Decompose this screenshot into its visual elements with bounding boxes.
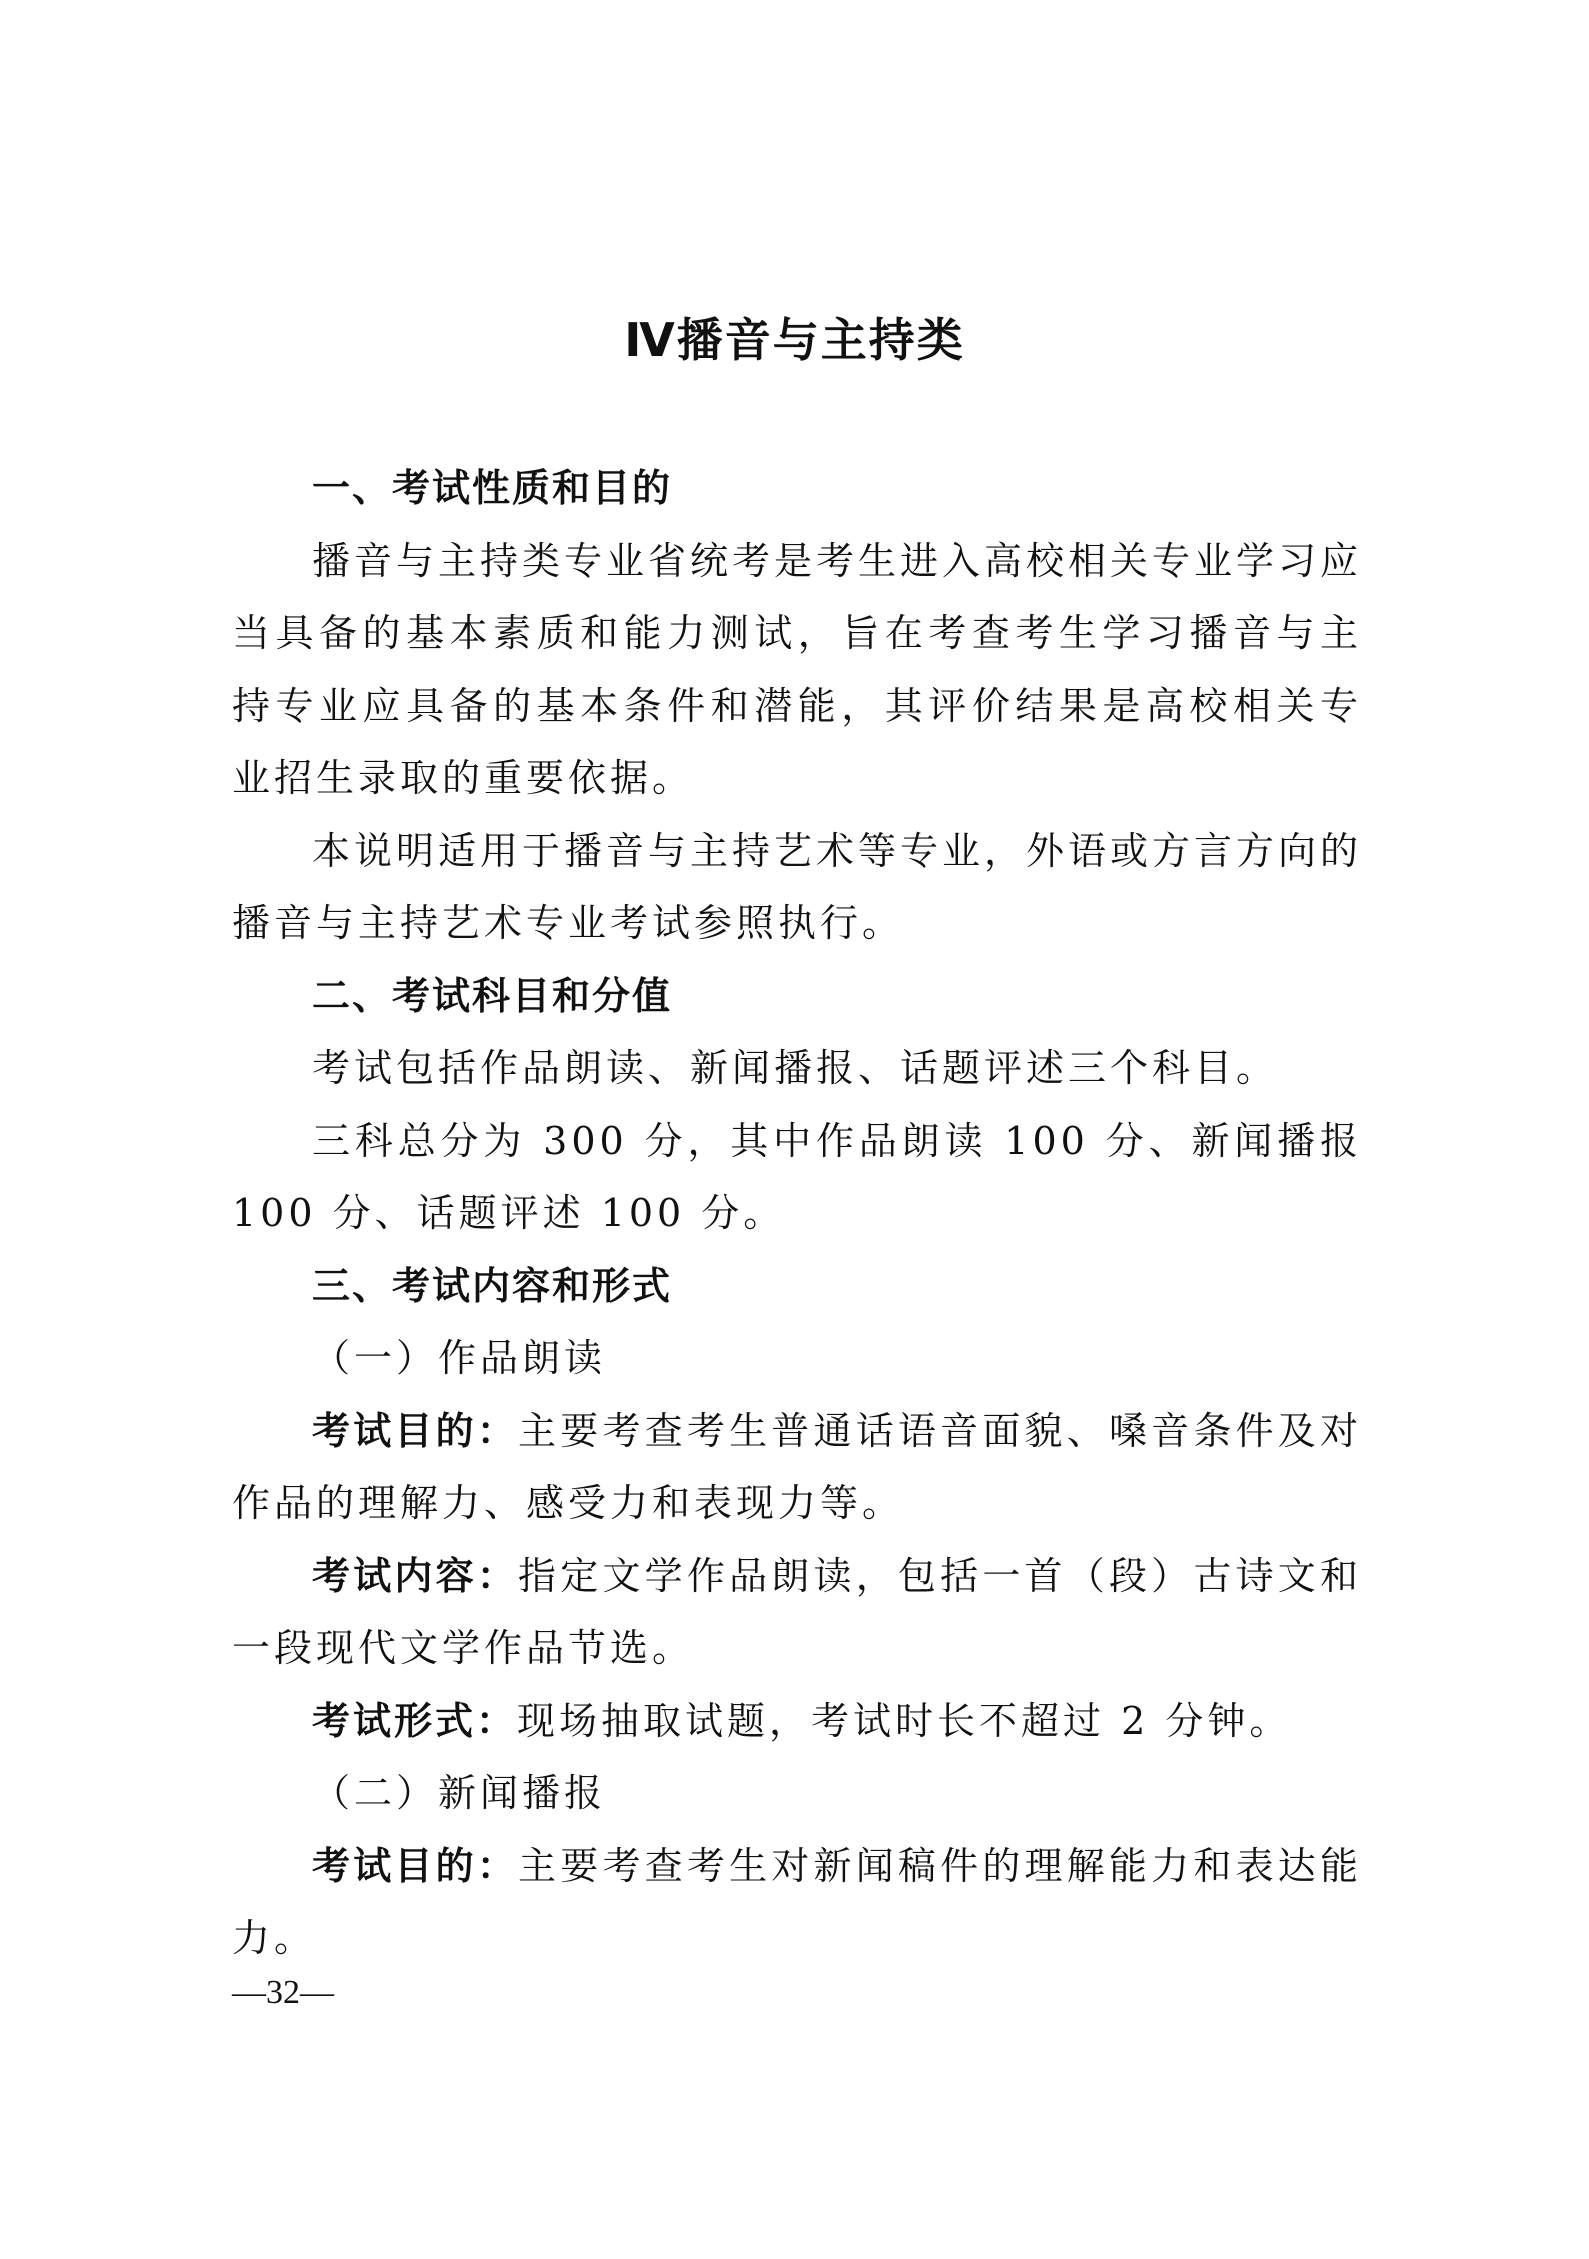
paragraph-news-purpose [232,1830,1362,1975]
label-reading-purpose: 考试目的： [312,1408,519,1453]
paragraph-reading-form [232,1685,1362,1758]
section-heading-content: 三、考试内容和形式 [312,1263,673,1308]
label-news-purpose: 考试目的： [312,1843,519,1888]
paragraph-reading-content [232,1540,1362,1685]
text-reading-content: 指定文学作品朗读，包括一首（段）古诗文和一段现代文学作品节选。 [232,1553,1362,1670]
paragraph-subjects-1: 考试包括作品朗读、新闻播报、话题评述三个科目。 [312,1046,1279,1090]
paragraph-purpose-2: 本说明适用于播音与主持艺术等专业，外语或方言方向的播音与主持艺术专业考试参照执行。 [232,828,1363,945]
text-reading-purpose: 主要考查考生普通话语音面貌、嗓音条件及对作品的理解力、感受力和表现力等。 [232,1408,1362,1525]
subsection-reading: （一）作品朗读 [312,1336,607,1380]
label-reading-form: 考试形式： [312,1698,518,1743]
text-reading-form: 现场抽取试题，考试时长不超过 2 分钟。 [517,1698,1292,1743]
section-heading-subjects: 二、考试科目和分值 [312,973,673,1018]
label-reading-content: 考试内容： [312,1553,519,1598]
paragraph-subjects-2: 三科总分为 300 分，其中作品朗读 100 分、新闻播报 100 分、话题评述 100 分。 [232,1118,1362,1235]
section-heading-purpose: 一、考试性质和目的 [312,466,673,510]
document-title: Ⅳ播音与主持类 [624,313,965,367]
text-news-purpose: 主要考查考生对新闻稿件的理解能力和表达能力。 [232,1843,1362,1960]
paragraph-purpose-1: 播音与主持类专业省统考是考生进入高校相关专业学习应当具备的基本素质和能力测试，旨在考查考生学习播音与主持专业应具备的基本条件和潜能，其评价结果是高校相关专业招生录取的重要依据。 [232,538,1363,800]
page-number: —32— [232,1974,334,2011]
document-body [232,452,1362,1975]
paragraph-reading-purpose [232,1395,1362,1540]
subsection-news: （二）新闻播报 [312,1771,607,1815]
